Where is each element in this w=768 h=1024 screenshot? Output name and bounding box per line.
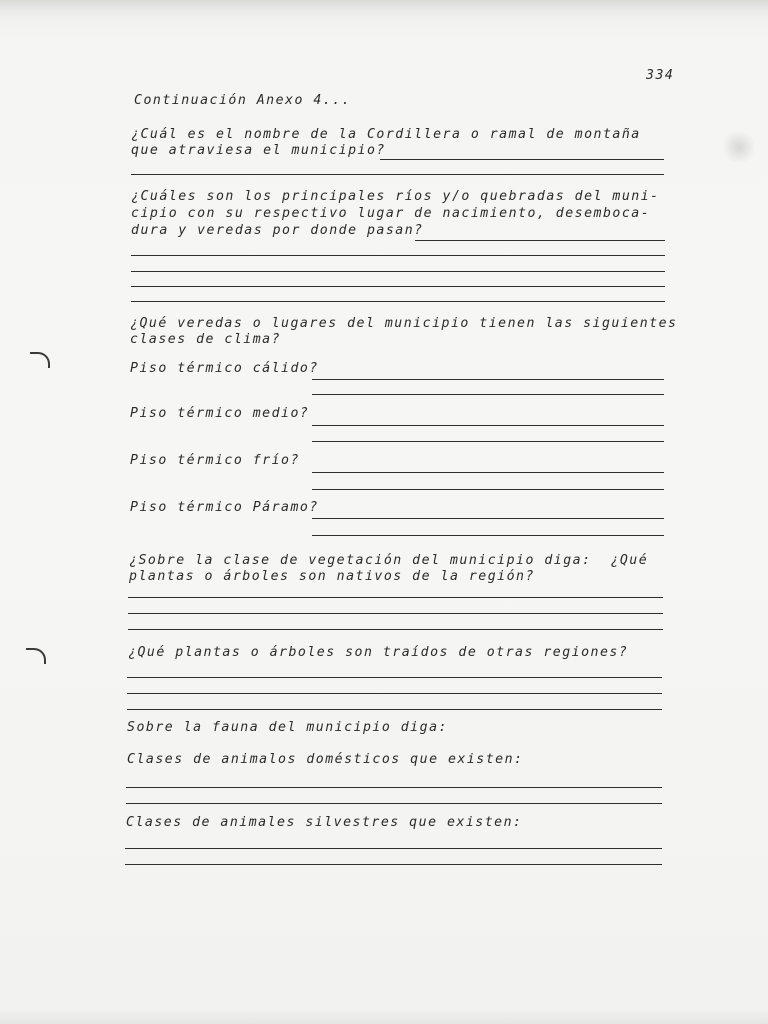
question-vegetacion-line-1: ¿Sobre la clase de vegetación del municipio diga: ¿Qué bbox=[129, 553, 649, 568]
answer-line[interactable] bbox=[128, 629, 663, 630]
piso-medio-label: Piso térmico medio? bbox=[130, 406, 310, 421]
answer-line[interactable] bbox=[127, 709, 662, 710]
fauna-domesticos-label: Clases de animalos domésticos que existen: bbox=[127, 752, 524, 767]
question-clima-line-2: clases de clima? bbox=[130, 332, 282, 347]
answer-line[interactable] bbox=[126, 803, 662, 804]
question-clima-line-1: ¿Qué veredas o lugares del municipio tienen las siguientes bbox=[130, 316, 678, 331]
scan-top-shadow bbox=[0, 0, 768, 18]
answer-line[interactable] bbox=[131, 174, 664, 175]
answer-line[interactable] bbox=[127, 693, 662, 694]
piso-frio-label: Piso térmico frío? bbox=[130, 453, 300, 468]
answer-line[interactable] bbox=[312, 535, 664, 536]
answer-line[interactable] bbox=[127, 677, 662, 678]
question-rios-line-3: dura y veredas por donde pasan? bbox=[131, 223, 424, 238]
answer-line[interactable] bbox=[131, 301, 665, 302]
question-cordillera-line-2: que atraviesa el municipio? bbox=[131, 143, 386, 158]
answer-line[interactable] bbox=[131, 271, 665, 272]
answer-line[interactable] bbox=[126, 787, 662, 788]
fauna-intro: Sobre la fauna del municipio diga: bbox=[127, 720, 448, 735]
answer-line[interactable] bbox=[125, 848, 662, 849]
answer-line[interactable] bbox=[131, 286, 665, 287]
question-cordillera-line-1: ¿Cuál es el nombre de la Cordillera o ramal de montaña bbox=[131, 127, 641, 142]
answer-line[interactable] bbox=[312, 379, 664, 380]
answer-line[interactable] bbox=[312, 489, 664, 490]
page-smudge bbox=[722, 130, 756, 164]
question-rios-line-2: cipio con su respectivo lugar de nacimiento, desemboca- bbox=[131, 206, 651, 221]
question-vegetacion-line-2: plantas o árboles son nativos de la región? bbox=[129, 569, 535, 584]
fauna-silvestres-label: Clases de animales silvestres que existen: bbox=[126, 815, 523, 830]
question-traidos: ¿Qué plantas o árboles son traídos de otras regiones? bbox=[128, 645, 629, 660]
answer-line[interactable] bbox=[128, 613, 663, 614]
answer-line[interactable] bbox=[312, 472, 664, 473]
answer-line[interactable] bbox=[380, 159, 664, 160]
piso-calido-label: Piso térmico cálido? bbox=[130, 361, 319, 376]
answer-line[interactable] bbox=[125, 864, 662, 865]
binder-hole-mark-top bbox=[30, 352, 50, 368]
page-heading: Continuación Anexo 4... bbox=[134, 93, 352, 108]
answer-line[interactable] bbox=[312, 394, 664, 395]
answer-line[interactable] bbox=[131, 255, 665, 256]
answer-line[interactable] bbox=[312, 441, 664, 442]
answer-line[interactable] bbox=[415, 240, 665, 241]
binder-hole-mark-bottom bbox=[26, 648, 46, 664]
piso-paramo-label: Piso térmico Páramo? bbox=[130, 500, 319, 515]
answer-line[interactable] bbox=[312, 518, 664, 519]
question-rios-line-1: ¿Cuáles son los principales ríos y/o quebradas del muni- bbox=[131, 189, 660, 204]
answer-line[interactable] bbox=[312, 425, 664, 426]
scan-bottom-shadow bbox=[0, 1008, 768, 1024]
page-number: 334 bbox=[646, 68, 675, 83]
answer-line[interactable] bbox=[128, 597, 663, 598]
